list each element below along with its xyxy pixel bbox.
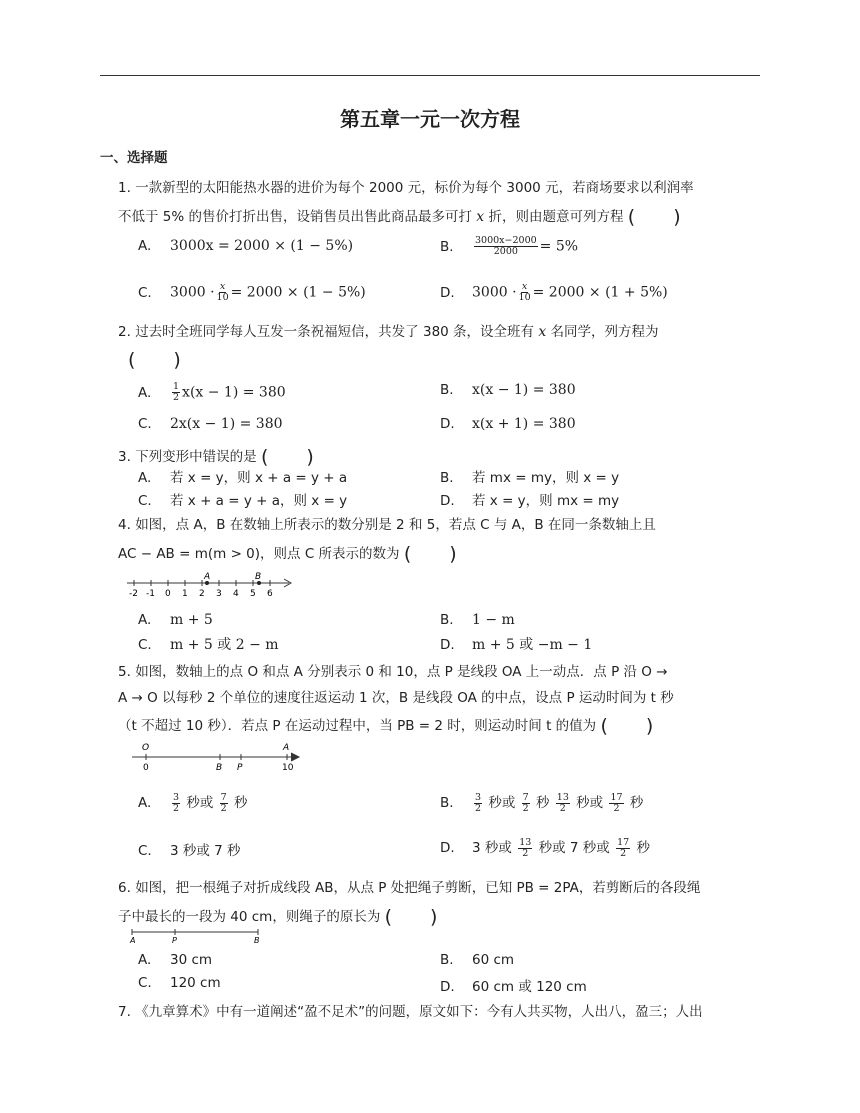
- q1-option-d: D. 3000 · $\frac{x}{10}$ = 2000 × (1 + 5%): [440, 281, 668, 303]
- question-4: 4. 如图，点 A，B 在数轴上所表示的数分别是 2 和 5，若点 C 与 A，B 在同一条数轴上且: [118, 517, 656, 533]
- q1-option-a: A. 3000x = 2000 × (1 − 5%): [138, 238, 354, 254]
- axis-tick-label: -1: [146, 589, 155, 598]
- q1-option-c: C. 3000 · $\frac{x}{10}$ = 2000 × (1 − 5%): [138, 281, 366, 303]
- axis-tick-label: 2: [199, 589, 205, 598]
- question-7: 7. 《九章算术》中有一道阐述“盈不足术”的问题，原文如下：今有人共买物，人出八，盈三；人出: [118, 1004, 703, 1020]
- question-6: 6. 如图，把一根绳子对折成线段 AB，从点 P 处把绳子剪断，已知 PB = 2PA，若剪断后的各段绳: [118, 880, 701, 896]
- answer-blank: ( ): [403, 543, 457, 565]
- header-rule: [100, 75, 760, 76]
- q5-option-a: A. $\frac{3}{2}$ 秒或 $\frac{7}{2}$ 秒: [138, 791, 248, 814]
- q3-option-a: A. 若 x = y，则 x + a = y + a: [138, 470, 348, 486]
- question-1: 1. 一款新型的太阳能热水器的进价为每个 2000 元，标价为每个 3000 元，若商场要求以利润率: [118, 180, 694, 196]
- q5-option-c: C. 3 秒或 7 秒: [138, 843, 241, 859]
- motion-number-line: [128, 740, 306, 772]
- question-5: 5. 如图，数轴上的点 O 和点 A 分别表示 0 和 10，点 P 是线段 OA 上一动点．点 P 沿 O →: [118, 664, 668, 680]
- question-6-cont: 子中最长的一段为 40 cm，则绳子的原长为 ( ): [118, 906, 438, 928]
- question-5-cont2: （t 不超过 10 秒）．若点 P 在运动过程中，当 PB = 2 时，则运动时间 t 的值为 ( ): [118, 715, 654, 737]
- axis-tick-label: 0: [165, 589, 171, 598]
- answer-blank: ( ): [128, 349, 181, 371]
- question-3: 3. 下列变形中错误的是 ( ): [118, 446, 314, 468]
- q4-option-b: B. 1 − m: [440, 612, 515, 628]
- point-p-label: P: [237, 763, 243, 772]
- axis-tick-label: 6: [267, 589, 273, 598]
- q4-option-c: C. m + 5 或 2 − m: [138, 637, 279, 653]
- question-2-cont: [128, 345, 181, 372]
- rope-figure: [128, 926, 268, 946]
- tick-ten: 10: [282, 763, 294, 772]
- answer-blank: ( ): [627, 206, 681, 228]
- answer-blank: ( ): [260, 446, 314, 468]
- point-b-label: B: [254, 936, 260, 945]
- q6-option-b: B. 60 cm: [440, 952, 515, 968]
- answer-blank: ( ): [384, 906, 438, 928]
- q3-option-d: D. 若 x = y，则 mx = my: [440, 493, 620, 509]
- q2-option-d: D. x(x + 1) = 380: [440, 416, 576, 432]
- point-a-label: A: [204, 572, 211, 582]
- q6-option-d: D. 60 cm 或 120 cm: [440, 979, 587, 995]
- q2-option-a: A. $\frac{1}{2}$ x(x − 1) = 380: [138, 381, 286, 403]
- q2-option-b: B. x(x − 1) = 380: [440, 382, 576, 398]
- q5-option-d: D. 3 秒或 $\frac{13}{2}$ 秒或 7 秒或 $\frac{17}{2}$ 秒: [440, 836, 650, 859]
- q2-option-c: C. 2x(x − 1) = 380: [138, 416, 283, 432]
- axis-tick-label: -2: [129, 589, 138, 598]
- axis-tick-label: 5: [250, 589, 256, 598]
- point-a-label: A: [130, 936, 136, 945]
- question-1-text: 一款新型的太阳能热水器的进价为每个 2000 元，标价为每个 3000 元，若商场要求以利润率: [135, 180, 694, 196]
- q5-option-b: B. $\frac{3}{2}$ 秒或 $\frac{7}{2}$ 秒 $\frac{13}{2}$ 秒或 $\frac{17}{2}$ 秒: [440, 791, 644, 814]
- q6-option-c: C. 120 cm: [138, 975, 221, 991]
- point-a-label: A: [283, 743, 290, 753]
- question-1-cont: 不低于 5% 的售价打折出售，设销售员出售此商品最多可打 x 折，则由题意可列方程 ( ): [118, 206, 681, 228]
- question-4-cont: AC − AB = m(m > 0)，则点 C 所表示的数为 ( ): [118, 543, 457, 565]
- q6-option-a: A. 30 cm: [138, 952, 213, 968]
- q3-option-b: B. 若 mx = my，则 x = y: [440, 470, 620, 486]
- answer-blank: ( ): [600, 715, 654, 737]
- axis-tick-label: 1: [182, 589, 188, 598]
- q4-option-a: A. m + 5: [138, 612, 213, 628]
- q3-option-c: C. 若 x + a = y + a，则 x = y: [138, 493, 348, 509]
- q4-option-d: D. m + 5 或 −m − 1: [440, 637, 593, 653]
- number-line-figure: [124, 570, 296, 598]
- q1-option-b: B. $\frac{3000x-2000}{2000}$ = 5%: [440, 235, 579, 257]
- point-p-label: P: [172, 936, 177, 945]
- page-title: 第五章一元一次方程: [340, 107, 520, 131]
- axis-tick-label: 3: [216, 589, 222, 598]
- question-5-cont: A → O 以每秒 2 个单位的速度往返运动 1 次，B 是线段 OA 的中点，设点 P 运动时间为 t 秒: [118, 690, 674, 706]
- point-o-label: O: [142, 743, 150, 753]
- section-heading: 一、选择题: [100, 150, 168, 166]
- question-2: 2. 过去时全班同学每人互发一条祝福短信，共发了 380 条，设全班有 x 名同学，列方程为: [118, 324, 659, 340]
- axis-tick-label: 4: [233, 589, 239, 598]
- point-b-label: B: [216, 763, 223, 772]
- tick-zero: 0: [143, 763, 149, 772]
- point-b-label: B: [255, 572, 262, 582]
